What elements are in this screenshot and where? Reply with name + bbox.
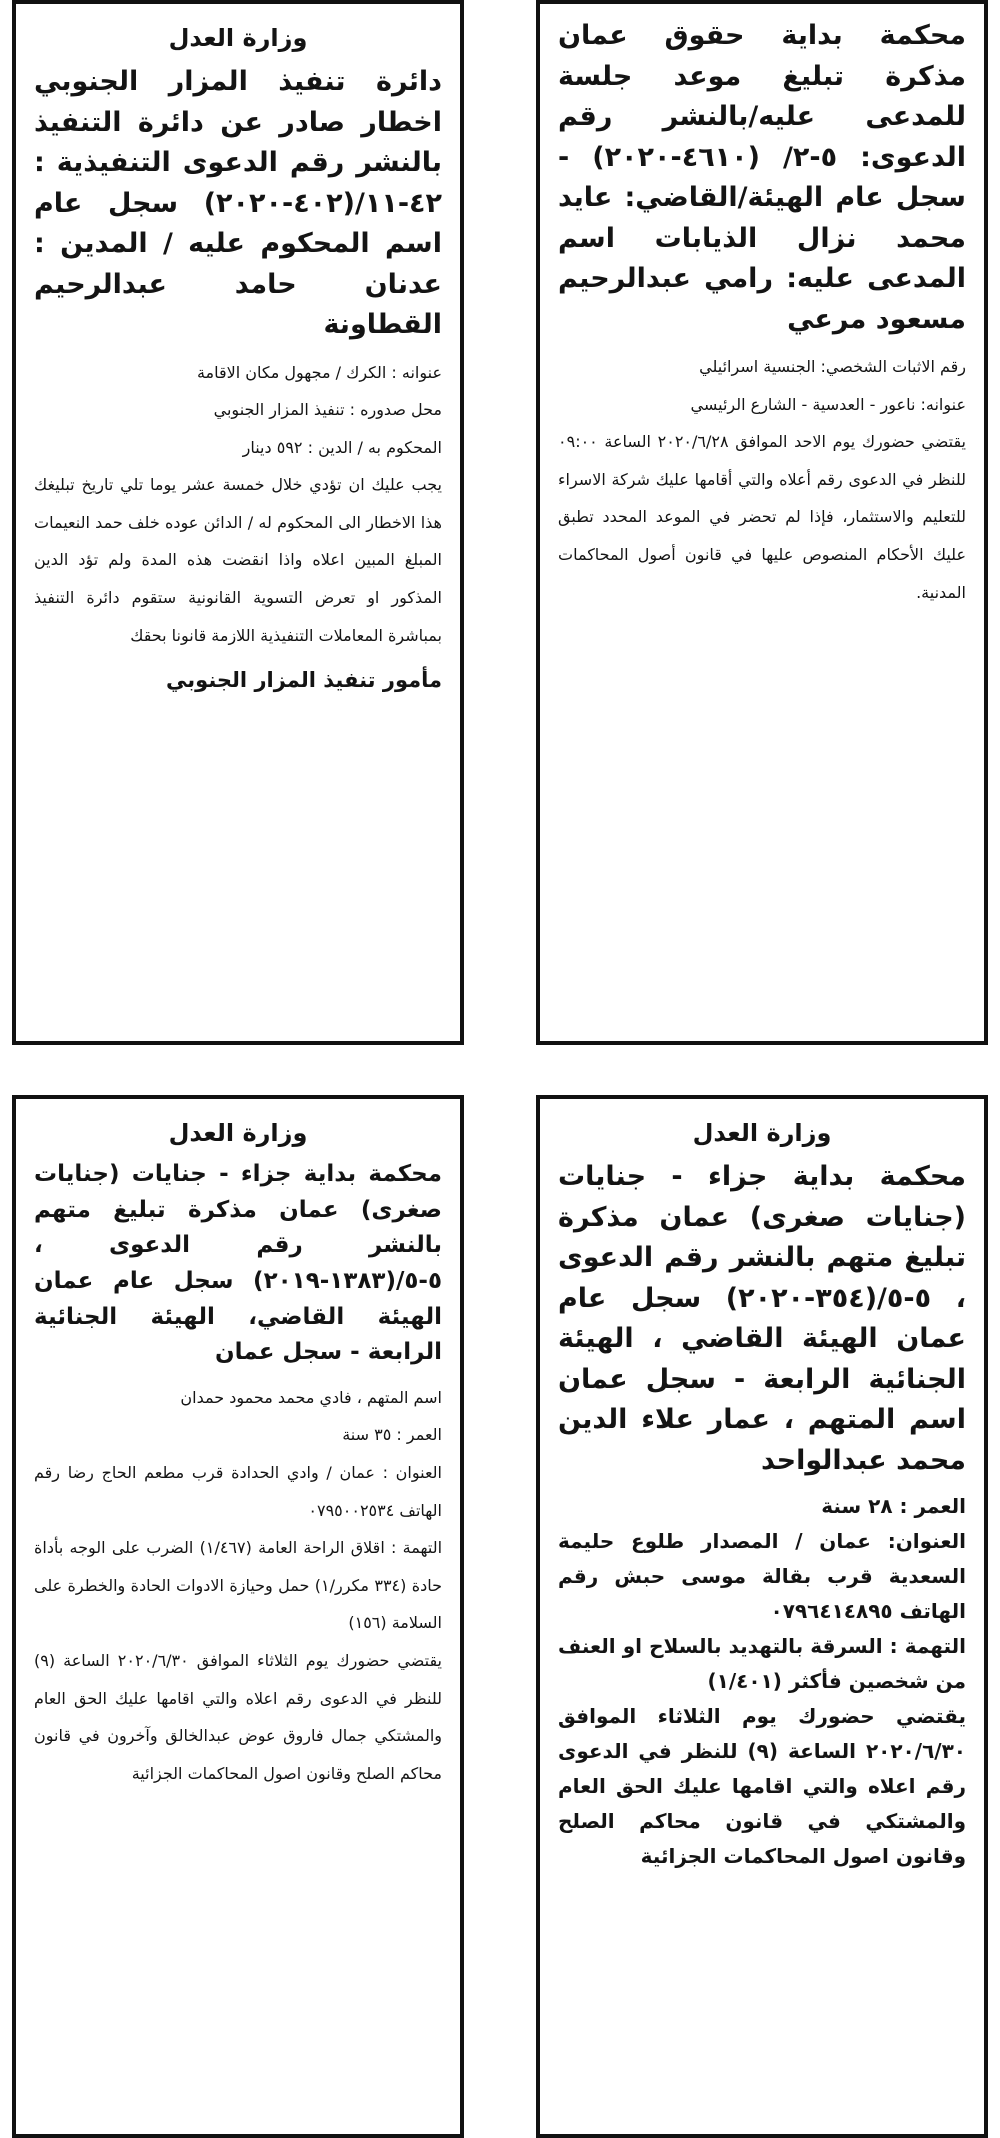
notice-execution-mazar (12, 0, 464, 1045)
notice-criminal-court-left (12, 1095, 464, 2138)
accused-address: العنوان: عمان / المصدار طلوع حليمة السعدية قرب بقالة موسى حبش رقم الهاتف ٠٧٩٦٤١٤٨٩٥ (558, 1529, 966, 1623)
judgment-amount: المحكوم به / الدين : ٥٩٢ دينار (242, 437, 442, 457)
notice-details (34, 354, 442, 655)
ministry-title: وزارة العدل (168, 24, 308, 52)
charge: التهمة : اقلاق الراحة العامة (١/٤٦٧) الضرب على الوجه بأداة حادة (٣٣٤ مكرر/١) حمل وحيازة الادوات الحادة والخطرة على السلامة (١٥٦) (34, 1538, 443, 1633)
id-number: رقم الاثبات الشخصي: الجنسية اسرائيلي (699, 357, 966, 376)
notice-body: يقتضي حضورك يوم الثلاثاء الموافق ٢٠٢٠/٦/٣٠ الساعة (٩) للنظر في الدعوى رقم اعلاه والتي اقامها عليك الحق العام والمشتكي في قانون محاكم الصلح وقانون اصول المحاكمات الجزائية (558, 1704, 966, 1868)
notice-body: يقتضي حضورك يوم الاحد الموافق ٢٠٢٠/٦/٢٨ الساعة ٠٩:٠٠ للنظر في الدعوى رقم أعلاه والتي أقامها عليك شركة الاسراء للتعليم والاستثمار، فإذا لم تحضر في الموعد المحدد تطبق عليك الأحكام المنصوص عليها في قانون أصول المحاكمات المدنية. (558, 432, 967, 602)
ministry-title: وزارة العدل (692, 1119, 832, 1147)
notice-body: يجب عليك ان تؤدي خلال خمسة عشر يوما تلي تاريخ تبليغك هذا الاخطار الى المحكوم له / الدائن عوده خلف حمد النعيمات المبلغ المبين اعلاه واذا انقضت هذه المدة ولم تؤد الدين المذكور او تعرض التسوية القانونية ستقوم دائرة التنفيذ بمباشرة المعاملات التنفيذية اللازمة قانونا بحقك (34, 475, 442, 645)
debtor-address: عنوانه : الكرك / مجهول مكان الاقامة (196, 362, 442, 382)
notice-heading: دائرة تنفيذ المزار الجنوبي اخطار صادر عن دائرة التنفيذ بالنشر رقم الدعوى التنفيذية : ٤٢-١١/(٤٠٢-٢٠٢٠) سجل عام اسم المحكوم عليه / المدين : عدنان حامد عبدالرحيم القطاونة (34, 66, 442, 340)
defendant-address: عنوانه: ناعور - العدسية - الشارع الرئيسي (690, 394, 966, 414)
notice-details (558, 348, 966, 611)
notice-heading: محكمة بداية حقوق عمان مذكرة تبليغ موعد جلسة للمدعى عليه/بالنشر رقم الدعوى: ٥-٢/ (٤٦١٠-٢٠٢٠) - سجل عام الهيئة/القاضي: عايد محمد نزال الذيابات اسم المدعى عليه: رامي عبدالرحيم مسعود مرعي (558, 20, 966, 335)
charge: التهمة : السرقة بالتهديد بالسلاح او العنف من شخصين فأكثر (١/٤٠١) (558, 1634, 966, 1693)
accused-name: اسم المتهم ، فادي محمد محمود حمدان (180, 1387, 442, 1407)
notice-details (34, 1379, 442, 1793)
ministry-title: وزارة العدل (168, 1119, 308, 1147)
notice-amman-rights-court (536, 0, 988, 1045)
notice-heading: محكمة بداية جزاء - جنايات (جنايات صغرى) عمان مذكرة تبليغ متهم بالنشر رقم الدعوى ، ٥-٥/(١٣٨٣-٢٠١٩) سجل عام عمان الهيئة القاضي، الهيئة الجنائية الرابعة - سجل عمان (34, 1161, 442, 1366)
notice-heading: محكمة بداية جزاء - جنايات (جنايات صغرى) عمان مذكرة تبليغ متهم بالنشر رقم الدعوى ، ٥-٥/(٣٥٤-٢٠٢٠) سجل عام عمان الهيئة القاضي ، الهيئة الجنائية الرابعة - سجل عمان اسم المتهم ، عمار علاء الدين محمد عبدالواحد (558, 1161, 966, 1476)
signature: مأمور تنفيذ المزار الجنوبي (166, 668, 442, 693)
accused-age: العمر : ٣٥ سنة (342, 1425, 442, 1445)
notice-details (558, 1489, 966, 1874)
accused-address: العنوان : عمان / وادي الحدادة قرب مطعم الحاج رضا رقم الهاتف ٠٧٩٥٠٠٢٥٣٤ (34, 1463, 442, 1520)
notice-criminal-court-right (536, 1095, 988, 2138)
notice-body: يقتضي حضورك يوم الثلاثاء الموافق ٢٠٢٠/٦/٣٠ الساعة (٩) للنظر في الدعوى رقم اعلاه والتي اقامها عليك الحق العام والمشتكي جمال فاروق عوض عبدالخالق وآخرون في قانون محاكم الصلح وقانون اصول المحاكمات الجزائية (34, 1651, 442, 1783)
accused-age: العمر : ٢٨ سنة (821, 1494, 966, 1518)
issue-place: محل صدوره : تنفيذ المزار الجنوبي (213, 400, 442, 420)
